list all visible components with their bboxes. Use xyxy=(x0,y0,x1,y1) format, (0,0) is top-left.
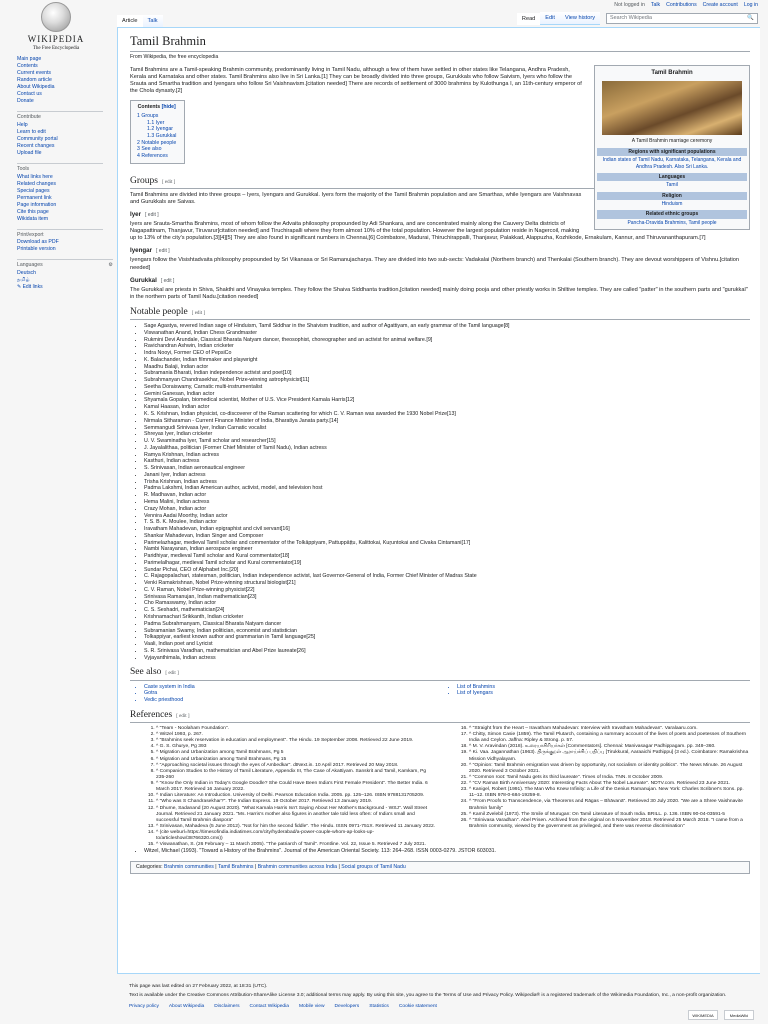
reference-item: 11. ^ "Who was S Chandrasekhar?". The Indian Express. 19 October 2017. Retrieved 13 January 2019. xyxy=(156,799,437,805)
notable-people-list xyxy=(144,323,750,661)
list-item: • Cho Ramaswamy, Indian actor xyxy=(144,600,750,607)
list-item: • J. Jayalalithaa, politician (Former Chief Minister of Tamil Nadu), Indian actress xyxy=(144,445,750,452)
sidebar-item-nav[interactable]: About Wikipedia xyxy=(17,84,55,91)
edit-section-button[interactable]: [ edit ] xyxy=(191,310,206,316)
sidebar-item-tools[interactable]: Cite this page xyxy=(17,208,49,215)
reference-item: 18. ^ M. V. Aravindan (2018). உரையாசிரியர்கள் [Commentators]. Chennai: Manivasagar Padhippagam. pp. 348–360. xyxy=(469,744,750,750)
reference-item: 12. ^ Dhume, Sadanand (20 August 2020). "What Kamala Harris Isn't Saying About Her Mother's Background - WSJ". Wall Street Journal. Retrieved 21 January 2021. "Ms. Harris's mother also figures in another tale told less often: of India's small and successful Tamil Brahmin diaspora" xyxy=(156,806,437,824)
sidebar-item-nav[interactable]: Donate xyxy=(17,98,34,105)
reference-item: 9. ^ "Know the Only Indian in Today's Google Doodle? She Could Have Been India's First Female President". The Better India. 6 March 2017. Retrieved 16 January 2022. xyxy=(156,781,437,793)
list-item: • Vaali, Indian poet and Lyricist xyxy=(144,641,750,648)
sidebar-item-contribute[interactable]: Learn to edit xyxy=(17,128,46,135)
list-item: • Srinivasa Ramanujan, Indian mathematician[23] xyxy=(144,594,750,601)
mediawiki-badge[interactable]: MediaWiki xyxy=(724,1010,754,1020)
list-item: • Parimelalhagar, medieval Tamil scholar and Kural commentator[19] xyxy=(144,560,750,567)
footer-license: Text is available under the Creative Commons Attribution-ShareAlike License 3.0; additional terms may apply. By using this site, you agree to the Terms of Use and Privacy Policy. Wikipedia® is a registered trademark of the Wikimedia Foundation, Inc., a non-profit organization. xyxy=(129,993,727,999)
separator: | xyxy=(337,864,342,871)
list-item: • R. Madhavan, Indian actor xyxy=(144,492,750,499)
toc-item[interactable]: 1.2 Iyengar xyxy=(147,126,173,133)
reference-item: 6. ^ Migration and Urbanization among Tamil Brahmans, Pg 15 xyxy=(156,757,437,763)
see-also-link[interactable]: • List of Brahmins xyxy=(457,684,750,691)
list-item: • Shreyas Iyer, Indian cricketer xyxy=(144,431,750,438)
categories-box xyxy=(130,861,750,874)
sidebar-item-tools[interactable]: Special pages xyxy=(17,187,50,194)
toc-item[interactable]: 1.1 Iyer xyxy=(147,119,165,126)
infobox-languages[interactable]: Tamil xyxy=(666,182,678,189)
separator: | xyxy=(213,864,218,871)
sidebar-item-language[interactable]: தமிழ் xyxy=(17,276,30,283)
list-item: • Vyjayanthimala, Indian actress xyxy=(144,655,750,662)
iyengar-paragraph: Iyengars follow the Visishtadvaita philosophy propounded by Sri Vikanasa or Sri Ramanujacharya. They are divided into two sub-sects: Vadakalai (Northern branch) and Thenkalai (Southern branch). They are devout worshippers of Vishnu.[citation needed] xyxy=(130,257,740,271)
toc-hide-button[interactable]: [hide] xyxy=(161,104,176,111)
category-link[interactable]: Tamil Brahmins xyxy=(218,864,254,871)
main-content xyxy=(117,27,760,974)
list-item: • Shyamala Gopalan, biomedical scientist, Mother of U.S. Vice President Kamala Harris[12] xyxy=(144,397,750,404)
footer-badges xyxy=(688,1010,754,1020)
iyer-paragraph: Iyers are Srauta-Smartha Brahmins, most of whom follow the Advaita philosophy propounded by Adi Shankara, and are concentrated mainly along the Cauvery Delta districts of Nagapattinam, Thanjavur, Tiruvarur[citation needed] and Tiruchirapalli where they form almost 10% of the total population. However the largest population reside in Nagercoil, making up to 13% of the city's population.[3][4][5] They are also found in significant numbers in Chennai,[6] Coimbatore, Madurai, Thiruchirappalli, Thanjavur, Palakkad, Alappuzha, Kozhikode, Ernakulam, Kannur, and Thiruvananthapuram.[7] xyxy=(130,220,706,242)
edit-section-button[interactable]: [ edit ] xyxy=(161,179,176,185)
toc-item[interactable]: 4 References xyxy=(137,152,168,159)
infobox-religion-header: Religion xyxy=(597,192,747,200)
footer-link[interactable]: Disclaimers xyxy=(214,1003,240,1009)
footer-link[interactable]: Cookie statement xyxy=(398,1003,437,1009)
list-item: • Subramania Bharati, Indian independence activist and poet[10] xyxy=(144,370,750,377)
tab-talk[interactable]: Talk xyxy=(143,15,163,28)
languages-heading xyxy=(17,259,113,269)
edit-section-button[interactable]: [ edit ] xyxy=(176,713,190,719)
reference-item: 26. ^ "Srinivasa Varadhan". Abel Prisen. Archived from the original on 5 November 2018. Retrieved 25 March 2018. "I came from a Brahmin community, viewed by the government as privileged, and there was reverse discrimination" xyxy=(469,818,750,830)
reference-item: 17. ^ Chitty, Simon Casie (1859). The Tamil Plutarch, containing a summary account of the lives of poets and poetesses of Southern India and Ceylon. Jaffna: Ripley & Strong. p. 57. xyxy=(469,732,750,744)
reference-item: 25. ^ Kamil Zvelebil (1973). The Smile of Murugan: On Tamil Literature of South India. BRILL. p. 136. ISBN 90-04-03591-5 xyxy=(469,812,750,818)
list-item: • Sage Agastya, revered Indian sage of Hinduism, Tamil Siddhar in the Shaivism tradition, and author of Agattiyam, an early grammar of the Tamil language[8] xyxy=(144,323,750,330)
search-input[interactable] xyxy=(606,13,758,24)
sidebar xyxy=(0,56,112,291)
edit-section-button[interactable]: [ edit ] xyxy=(156,248,170,255)
gurukkal-paragraph: The Gurukkal are priests in Shiva, Shakthi and Vinayaka temples. They follow the Shaiva Siddhanta tradition,[citation needed] mainly doing pooja and other priestly works in Shiltive temples. They are called "patter" in the southern parts and "gurukkal" in the northern parts of Tamil Nadu.[citation needed] xyxy=(130,286,748,300)
section-iyer-heading: Iyer [ edit ] xyxy=(130,211,159,218)
page-title: Tamil Brahmin xyxy=(130,33,750,52)
reference-item: 2. ^ Witzel 1993, p. 267. xyxy=(156,732,437,738)
list-item: • Trisha Krishnan, Indian actress xyxy=(144,479,750,486)
sidebar-heading: Print/export xyxy=(17,229,103,239)
list-item: • Vennira Aadai Moorthy, Indian actor xyxy=(144,513,750,520)
tab-edit[interactable]: Edit xyxy=(540,12,560,25)
wikimedia-badge[interactable]: WIKIMEDIA xyxy=(688,1010,718,1020)
sidebar-item-nav[interactable]: Contents xyxy=(17,63,38,70)
see-also-link[interactable]: • List of Iyengars xyxy=(457,690,750,697)
section-iyengar-heading: Iyengar [ edit ] xyxy=(130,247,170,255)
languages-label: Languages xyxy=(17,262,43,269)
list-item: • Iravatham Mahadevan, Indian epigraphist and civil servant[16] xyxy=(144,526,750,533)
infobox-regions-header: Regions with significant populations xyxy=(597,148,747,156)
sidebar-item-tools[interactable]: Wikidata item xyxy=(17,215,49,222)
list-item: • Parimelazhagar, medieval Tamil scholar and commentator of the Tolkāppiyam, Pattuppāṭṭu, Kalittokai, Kuṟuntokai and Civaka Cintamani[17] xyxy=(144,540,750,547)
globe-icon xyxy=(41,2,71,32)
sidebar-item-tools[interactable]: What links here xyxy=(17,173,53,180)
logo-tagline: The Free Encyclopedia xyxy=(32,45,80,51)
reference-item: 14. ^ (cite weburl=https://timesofindia.indiatimes.com/city/hyderabad/a-power-couple-whom-ap-looks-up-to/articleshow/38766320.cms)) xyxy=(156,830,437,842)
edit-section-button[interactable]: [ edit ] xyxy=(145,212,159,218)
infobox-regions[interactable]: Indian states of Tamil Nadu, Karnataka, Telangana, Kerala and Andhra Pradesh. Also Sri Lanka. xyxy=(602,157,742,170)
sidebar-item-tools[interactable]: Related changes xyxy=(17,180,56,187)
list-item: • Viswanathan Anand, Indian Chess Grandmaster xyxy=(144,330,750,337)
sidebar-item-nav[interactable]: Contact us xyxy=(17,91,42,98)
infobox-related[interactable]: Pancha-Dravida Brahmins, Tamil people xyxy=(627,219,717,226)
list-item: • Tolkappiyar, earliest known author and grammarian in Tamil language[25] xyxy=(144,634,750,641)
talk-link[interactable]: Talk xyxy=(650,2,661,8)
references-columns xyxy=(130,726,750,849)
page-subtitle: From Wikipedia, the free encyclopedia xyxy=(130,54,219,60)
sidebar-item-nav[interactable]: Main page xyxy=(17,56,42,62)
edit-links-button[interactable]: ✎ Edit links xyxy=(17,283,43,290)
reference-item: 15. ^ Viswanathan, S. (26 February – 11 March 2005). "The patriarch of Tamil". Frontline. Vol. 22, Issue 5. Retrieved 7 July 2021. xyxy=(156,842,437,848)
list-item: • Gemini Ganesan, Indian actor xyxy=(144,391,750,398)
list-item: • Hema Malini, Indian actress xyxy=(144,499,750,506)
toc-item[interactable]: 1.3 Gurukkal xyxy=(147,132,177,139)
list-item: • Paridhiyar, medieval Tamil scholar and Kural commentator[18] xyxy=(144,553,750,560)
category-link[interactable]: Brahmin communities across India xyxy=(257,864,337,871)
list-item: • K. S. Krishnan, Indian physicist, co-discoverer of the Raman scattering for which C. V. Raman was awarded the 1930 Nobel Prize[13] xyxy=(144,411,750,418)
infobox-languages-header: Languages xyxy=(597,173,747,181)
reference-item: 23. ^ Kanigel, Robert (1991). The Man Who Knew Infinity: a Life of the Genius Ramanujan. New York: Charles Scribner's Sons. pp. 11–12. ISBN 978-0-684-19259-8. xyxy=(469,787,750,799)
list-item: • C. Rajagopalachari, statesman, politician, Indian independence activist, last Governor-General of India, Former Chief Minister of Madras State xyxy=(144,573,750,580)
categories-label: Categories: xyxy=(136,864,163,871)
section-notable-heading: Notable people [ edit ] xyxy=(130,306,750,320)
list-item: • Maadhu Balaji, Indian actor xyxy=(144,364,750,371)
reference-item: 19. ^ Ki. Vaa. Jagannathan (1963). திருக்குறள் ஆராய்ச்சிப் பதிப்பு [Tirukkural, Aaraaichi Pathippu] (3 ed.). Coimbatore: Ramakrishna Mission Vidhyalayam. xyxy=(469,750,750,762)
sidebar-item-contribute[interactable]: Community portal xyxy=(17,135,58,142)
reference-item: 4. ^ G. S. Ghurye, Pg 393 xyxy=(156,744,437,750)
list-item: • Nambi Narayanan, Indian aerospace engineer xyxy=(144,546,750,553)
gear-icon[interactable]: ⚙ xyxy=(108,262,113,269)
reference-item: 21. ^ "Common root: Tamil Nadu gets its third laureate". Times of India. TNN. 8 October 2009. xyxy=(469,775,750,781)
tab-article[interactable]: Article xyxy=(117,15,143,28)
list-item: • Kasthuri, Indian actress xyxy=(144,458,750,465)
list-item: • Nirmala Sitharaman - Current Finance Minister of India, Bharatiya Janata party.[14] xyxy=(144,418,750,425)
reference-item: 5. ^ Migration and Urbanization among Tamil Brahmans, Pg 5 xyxy=(156,750,437,756)
list-item: • Rukmini Devi Arundale, Classical Bharata Natyam dancer, theosophist, choreographer and an activist for animal welfare.[9] xyxy=(144,337,750,344)
list-item: • Semmangudi Srinivasa Iyer, Indian Carnatic vocalist xyxy=(144,425,750,432)
toc-item[interactable]: 3 See also xyxy=(137,146,162,153)
list-item: • K. Balachander, Indian filmmaker and playwright xyxy=(144,357,750,364)
sidebar-item-print[interactable]: Download as PDF xyxy=(17,239,59,246)
infobox-related-header: Related ethnic groups xyxy=(597,210,747,218)
witzel-reference: • Witzel, Michael (1993). "Toward a History of the Brahmins". Journal of the American Oriental Society. 113: 264–268. ISSN 0003-0279. JSTOR 603031. xyxy=(144,848,750,855)
search-icon[interactable]: 🔍 xyxy=(747,15,754,22)
footer-link[interactable]: Privacy policy xyxy=(129,1003,159,1009)
list-item: • Venki Ramakrishnan, Nobel Prize-winning structural biologist[21] xyxy=(144,580,750,587)
section-groups-heading: Groups [ edit ] xyxy=(130,175,750,189)
reference-item: 24. ^ "From Proofs to Transcendence, via Theorems and Rāgas – Bhāvanā". Retrieved 30 July 2020. "We are a Shree Vaishnavite Brahmin family" xyxy=(469,799,750,811)
sidebar-item-tools[interactable]: Page information xyxy=(17,201,57,208)
list-item: • Krishnamachari Srikkanth, Indian cricketer xyxy=(144,614,750,621)
reference-item: 13. ^ Srinivasan, Mahadeva (5 June 2012). "Not for him the second fiddle". The Hindu. ISSN 0971-751X. Retrieved 11 January 2022. xyxy=(156,824,437,830)
sidebar-heading: Tools xyxy=(17,163,103,173)
sidebar-item-tools[interactable]: Permanent link xyxy=(17,194,52,201)
list-item: • Subramanian Swamy, Indian politician, economist and statistician xyxy=(144,628,750,635)
category-link[interactable]: Brahmin communities xyxy=(163,864,214,871)
list-item: • Crazy Mohan, Indian actor xyxy=(144,506,750,513)
contributions-link[interactable]: Contributions xyxy=(666,2,697,8)
footer-last-edited: This page was last edited on 27 February 2022, at 18:31 (UTC). xyxy=(129,984,268,989)
sidebar-item-nav[interactable]: Random article xyxy=(17,77,52,84)
intro-paragraph: Tamil Brahmins are a Tamil-speaking Brahmin community, predominantly living in Tamil Nadu, although a few of them have settled in other states like Telangana, Andhra Pradesh, Kerala and Karnataka and other states. Tamil Brahmins also live in Sri Lanka.[1] They can be broadly divided into three groups, Gurukkals who follow Saivism, Iyers who follow the Srauta and Smartha tradition and Iyengars who follow Sri Vaishnavism.[citation needed] There are records of settlement of 3000 brahmins by Kulothunga I, an 11th-century emperor of the Chola dynasty.[2] xyxy=(130,66,582,95)
sidebar-heading: Contribute xyxy=(17,111,103,121)
list-item: • Ramya Krishnan, Indian actress xyxy=(144,452,750,459)
list-item: • Seetha Doraiswamy, Carnatic multi-instrumentalist xyxy=(144,384,750,391)
footer-link[interactable]: Mobile view xyxy=(298,1003,325,1009)
list-item: • Kamal Haasan, Indian actor xyxy=(144,404,750,411)
edit-section-button[interactable]: [ edit ] xyxy=(165,671,179,677)
not-logged-in: Not logged in xyxy=(614,2,645,8)
reference-item: 16. ^ "Straight from the Heart – Iravatham Mahadevan: Interview with Iravatham Mahadevan". Varalaaru.com. xyxy=(469,726,750,732)
list-item: • Subrahmanyan Chandrasekhar, Nobel Prize-winning astrophysicist[11] xyxy=(144,377,750,384)
separator: | xyxy=(253,864,258,871)
list-item: • U. V. Swaminatha Iyer, Tamil scholar and researcher[15] xyxy=(144,438,750,445)
logo-wordmark: WIKIPEDIA xyxy=(27,34,85,44)
list-item: • Padma Lakshmi, Indian American author, activist, model, and television host xyxy=(144,485,750,492)
view-tabs xyxy=(517,12,758,25)
reference-item: 20. ^ "Opinion: Tamil Brahmin emigration was driven by opportunity, not socialism or identity politics". The News Minute. 26 August 2020. Retrieved 3 October 2021. xyxy=(469,763,750,775)
footer-link[interactable]: About Wikipedia xyxy=(168,1003,205,1009)
sidebar-item-nav[interactable]: Current events xyxy=(17,70,52,77)
list-item: • T. S. B. K. Moulee, Indian actor xyxy=(144,519,750,526)
toc-title: Contents xyxy=(137,104,161,111)
login-link[interactable]: Log in xyxy=(743,2,758,8)
sidebar-item-contribute[interactable]: Upload file xyxy=(17,149,42,156)
list-item: • C. V. Raman, Nobel Prize-winning physicist[22] xyxy=(144,587,750,594)
list-item: • C. S. Seshadri, mathematician[24] xyxy=(144,607,750,614)
list-item: • Ravichandran Ashwin, Indian cricketer xyxy=(144,343,750,350)
see-also-link[interactable]: • Vedic priesthood xyxy=(144,697,437,704)
infobox-religion[interactable]: Hinduism xyxy=(661,201,683,208)
wikipedia-logo[interactable] xyxy=(6,2,106,52)
infobox xyxy=(594,65,750,231)
tab-history[interactable]: View history xyxy=(560,12,600,25)
category-link[interactable]: Social groups of Tamil Nadu xyxy=(341,864,406,871)
footer xyxy=(117,980,757,1014)
sidebar-item-contribute[interactable]: Help xyxy=(17,121,28,128)
sidebar-item-language[interactable]: Deutsch xyxy=(17,269,37,276)
reference-item: 1. ^ "Team - Noolaham Foundation". xyxy=(156,726,437,732)
see-also-link[interactable]: • Caste system in India xyxy=(144,684,437,691)
footer-link[interactable]: Developers xyxy=(334,1003,360,1009)
list-item: • Indra Nooyi, Former CEO of PepsiCo xyxy=(144,350,750,357)
section-see-also-heading: See also [ edit ] xyxy=(130,666,750,680)
section-gurukkal-heading: Gurukkal [ edit ] xyxy=(130,276,175,284)
infobox-title: Tamil Brahmin xyxy=(651,69,693,76)
personal-tools xyxy=(614,2,758,9)
reference-item: 3. ^ "Brahmins seek reservation in education and employment". The Hindu. 19 September 2008. Retrieved 22 June 2019. xyxy=(156,738,437,744)
toc-item[interactable]: 2 Notable people xyxy=(137,139,177,146)
reference-item: 7. ^ "Approaching societal issues through the eyes of Ambedkar". dtNext.in. 10 April 2017. Retrieved 20 May 2018. xyxy=(156,763,437,769)
reference-item: 10. ^ Indian Literature: An Introduction. University of Delhi. Pearson Education India. 2005. pp. 125–126. ISBN 9788131705209. xyxy=(156,793,437,799)
list-item: • Sundar Pichai, CEO of Alphabet Inc.[20] xyxy=(144,567,750,574)
search-placeholder: Search Wikipedia xyxy=(610,15,652,22)
footer-link[interactable]: Contact Wikipedia xyxy=(249,1003,289,1009)
see-also-columns xyxy=(130,684,750,704)
list-item: • S. Srinivasan, Indian aeronautical engineer xyxy=(144,465,750,472)
toc-item[interactable]: 1 Groups xyxy=(137,112,159,119)
section-references-heading: References [ edit ] xyxy=(130,709,750,723)
table-of-contents xyxy=(130,100,185,163)
groups-paragraph: Tamil Brahmins are divided into three groups – Iyers, Iyengars and Gurukkal. Iyers form the majority of the Tamil Brahmin population and are Smarthas, while Iyengars are Vaishnavas and Gurukkals are Saivas. xyxy=(130,191,582,205)
list-item: • Shankar Mahadevan, Indian Singer and Composer xyxy=(144,533,750,540)
sidebar-item-contribute[interactable]: Recent changes xyxy=(17,142,55,149)
infobox-image[interactable] xyxy=(602,81,742,135)
infobox-caption: A Tamil Brahmin marriage ceremony xyxy=(631,138,713,145)
create-account-link[interactable]: Create account xyxy=(702,2,738,8)
edit-section-button[interactable]: [ edit ] xyxy=(160,277,175,284)
list-item: • Padma Subrahmanyam, Classical Bharata Natyam dancer xyxy=(144,621,750,628)
list-item: • S. R. Srinivasa Varadhan, mathematician and Abel Prize laureate[26] xyxy=(144,648,750,655)
tab-read[interactable]: Read xyxy=(517,13,540,25)
see-also-link[interactable]: • Gotra xyxy=(144,690,437,697)
reference-item: 8. ^ Companion Studies to the History of Tamil Literature, Appendix III, The Case of Akattiyam. Sanskrit and Tamil, Kamkam, Pg 235-260 xyxy=(156,769,437,781)
list-item: • Janani Iyer, Indian actress xyxy=(144,472,750,479)
footer-link[interactable]: Statistics xyxy=(369,1003,389,1009)
sidebar-item-print[interactable]: Printable version xyxy=(17,246,56,253)
reference-item: 22. ^ "CV Raman Birth Anniversary 2020: Interesting Facts About The Nobel Laureate". NDTV.com. Retrieved 23 June 2021. xyxy=(469,781,750,787)
